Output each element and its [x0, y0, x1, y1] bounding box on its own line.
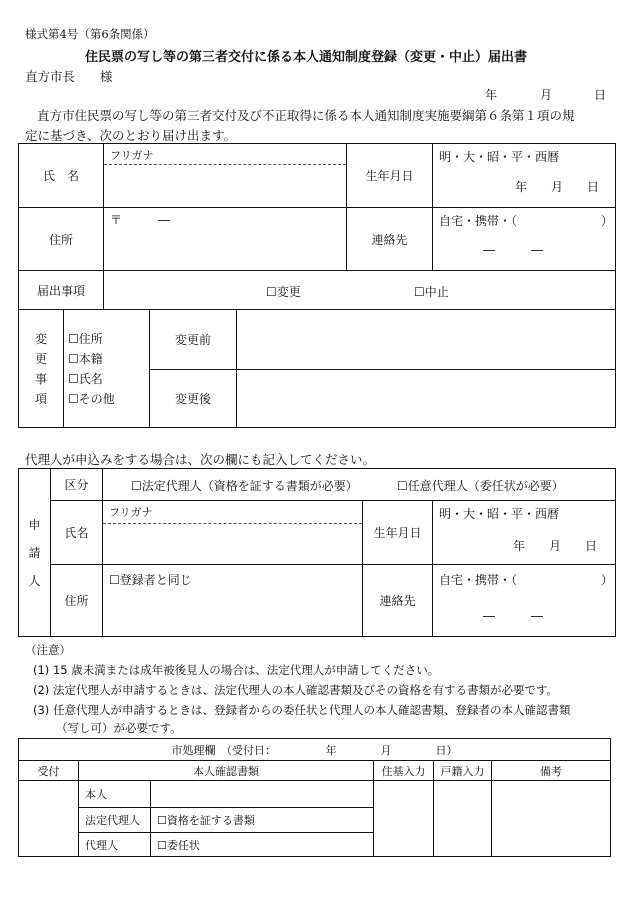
before-label: 変更前 [150, 310, 237, 370]
change-items-char: 更 [34, 351, 47, 366]
date-year-label: 年 [485, 88, 498, 102]
era-options: 明・大・昭・平・西暦 [439, 150, 560, 164]
note-item: (2) 法定代理人が申請するときは、法定代理人の本人確認書類及びその資格を有する書類が必要です。 [33, 683, 559, 697]
birthdate-ymd: 年 月 日 [515, 180, 600, 194]
after-label: 変更後 [150, 370, 237, 428]
notes-heading: （注意） [25, 643, 71, 657]
birthdate-label: 生年月日 [347, 144, 433, 208]
agent-phone-types: 自宅・携帯・（ ） [439, 573, 614, 587]
contact-label: 連絡先 [347, 208, 433, 271]
change-items-label [19, 310, 64, 428]
addressee: 直方市長 様 [25, 69, 113, 84]
intro-text-line2: 定に基づき、次のとおり届け出ます。 [25, 128, 237, 143]
after-field[interactable] [237, 370, 616, 428]
applicant-side-label [19, 469, 51, 637]
notify-label: 届出事項 [19, 271, 104, 310]
agent-name-label: 氏名 [51, 501, 103, 565]
category-label: 区分 [51, 469, 103, 501]
office-row-who: 法定代理人 [79, 808, 151, 833]
change-item-other-checkbox[interactable]: ☐その他 [68, 391, 115, 406]
col-family-input: 戸籍入力 [434, 761, 492, 781]
legal-agent-checkbox[interactable]: ☐法定代理人（資格を証する書類が必要） [131, 479, 358, 493]
note-item: (1) 15 歳未満または成年被後見人の場合は、法定代理人が申請してください。 [33, 663, 440, 677]
change-items-options [64, 310, 150, 428]
before-field[interactable] [237, 310, 616, 370]
date-day-label: 日 [594, 88, 607, 102]
postal-code: 〒 ― [110, 213, 171, 227]
change-item-domicile-checkbox[interactable]: ☐本籍 [68, 351, 103, 366]
change-item-name-checkbox[interactable]: ☐氏名 [68, 371, 103, 386]
change-items-char: 事 [34, 371, 47, 386]
voluntary-agent-checkbox[interactable]: ☐任意代理人（委任状が必要） [397, 479, 564, 493]
change-item-address-checkbox[interactable]: ☐住所 [68, 331, 103, 346]
agent-furigana-label: フリガナ [109, 506, 153, 519]
notify-options [104, 271, 616, 310]
change-items-char: 項 [34, 391, 47, 406]
family-input-cell[interactable] [434, 781, 492, 857]
col-resident-input: 住基入力 [374, 761, 434, 781]
registrant-table [18, 143, 616, 428]
office-row-doc[interactable]: ☐委任状 [151, 833, 374, 857]
change-items-char: 変 [34, 331, 47, 346]
name-label: 氏 名 [19, 144, 104, 208]
agent-name-field[interactable] [103, 501, 363, 565]
note-item-continuation: （写し可）が必要です。 [56, 721, 182, 735]
date-month-label: 月 [540, 88, 553, 102]
form-number: 様式第4号（第6条関係） [25, 27, 155, 41]
applicant-char: 申 [28, 517, 41, 532]
agent-birthdate-ymd: 年 月 日 [513, 539, 598, 553]
office-row-doc[interactable] [151, 781, 374, 808]
furigana-divider [104, 164, 346, 165]
col-remarks: 備考 [492, 761, 611, 781]
contact-field[interactable] [433, 208, 616, 271]
agent-intro: 代理人が申込みをする場合は、次の欄にも記入してください。 [25, 452, 376, 467]
agent-phone-dashes: ― ― [483, 609, 544, 623]
office-processing-table [18, 738, 611, 857]
address-label: 住所 [19, 208, 104, 271]
col-receipt: 受付 [19, 761, 79, 781]
remarks-cell[interactable] [492, 781, 611, 857]
page-title: 住民票の写し等の第三者交付に係る本人通知制度登録（変更・中止）届出書 [85, 50, 528, 65]
address-field[interactable] [104, 208, 347, 271]
resident-input-cell[interactable] [374, 781, 434, 857]
intro-text-line1: 直方市住民票の写し等の第三者交付及び不正取得に係る本人通知制度実施要綱第６条第１項の規 [37, 108, 575, 123]
applicant-char: 請 [28, 545, 41, 560]
agent-contact-field[interactable] [433, 565, 616, 637]
same-as-registrant-checkbox[interactable]: ☐登録者と同じ [109, 573, 192, 587]
receipt-cell[interactable] [19, 781, 79, 857]
office-title: 市処理欄 （受付日： 年 月 日） [19, 739, 611, 761]
name-field[interactable] [104, 144, 347, 208]
furigana-label: フリガナ [110, 149, 154, 162]
col-id-docs: 本人確認書類 [79, 761, 374, 781]
office-row-doc[interactable]: ☐資格を証する書類 [151, 808, 374, 833]
phone-types: 自宅・携帯・（ ） [439, 214, 614, 228]
agent-birthdate-label: 生年月日 [363, 501, 433, 565]
agent-table [18, 468, 616, 637]
agent-era-options: 明・大・昭・平・西暦 [439, 507, 560, 521]
option-change-checkbox[interactable]: ☐変更 [266, 285, 301, 299]
office-row-who: 代理人 [79, 833, 151, 857]
agent-address-field[interactable] [103, 565, 363, 637]
note-item: (3) 任意代理人が申請するときは、登録者からの委任状と代理人の本人確認書類、登録者の本人確認書類 [33, 703, 571, 717]
agent-furigana-divider [103, 523, 362, 524]
agent-address-label: 住所 [51, 565, 103, 637]
option-stop-checkbox[interactable]: ☐中止 [414, 285, 449, 299]
agent-contact-label: 連絡先 [363, 565, 433, 637]
office-row-who: 本人 [79, 781, 151, 808]
agent-birthdate-field[interactable] [433, 501, 616, 565]
birthdate-field[interactable] [433, 144, 616, 208]
applicant-char: 人 [28, 573, 41, 588]
category-options [103, 469, 616, 501]
phone-dashes: ― ― [483, 243, 544, 257]
